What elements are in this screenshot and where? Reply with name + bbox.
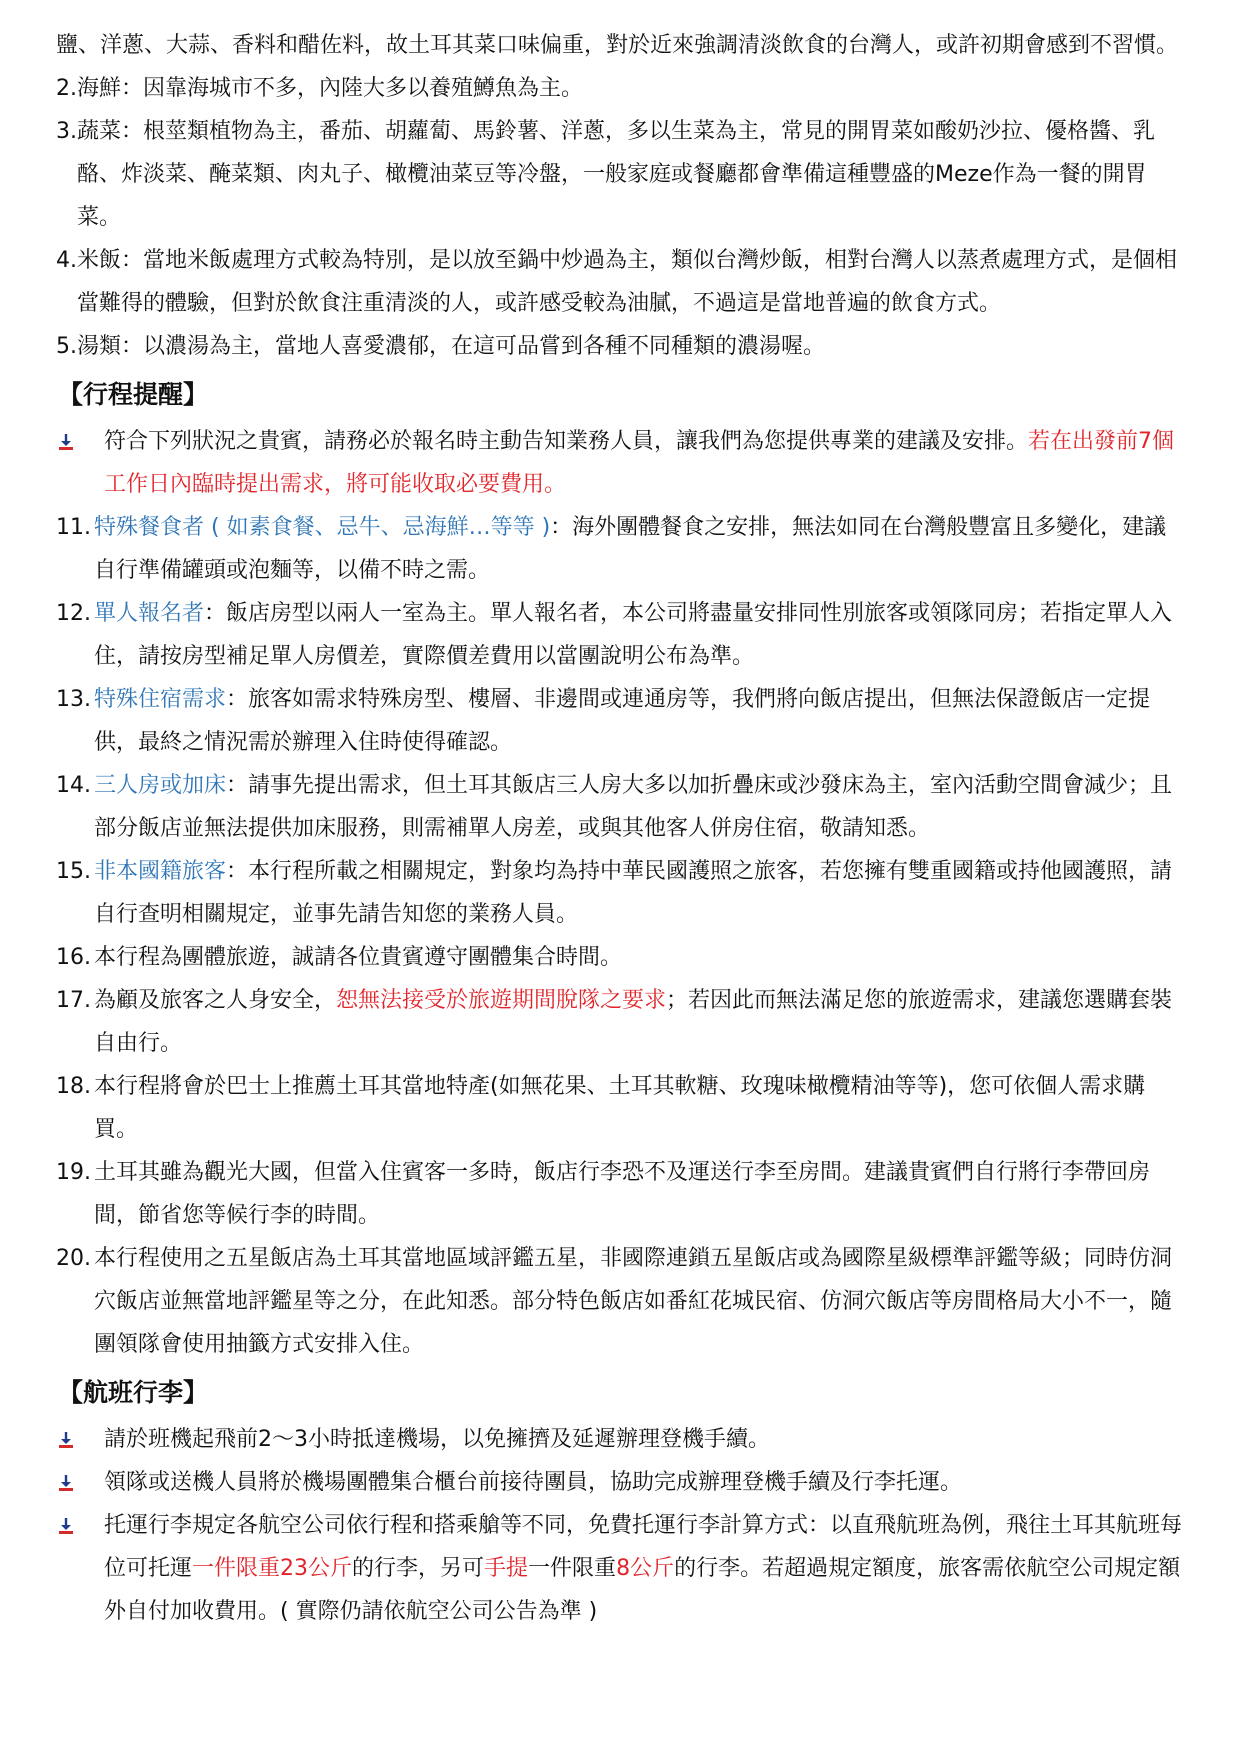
item-text: 本行程使用之五星飯店為土耳其當地區域評鑑五星，非國際連鎖五星飯店或為國際星級標準評鑑等級；同時仿洞穴飯店並無當地評鑑星等之分，在此知悉。部分特色飯店如番紅花城民宿、仿洞穴飯店等房間格局大小不一，隨團領隊會使用抽籤方式安排入住。 [94,1246,1173,1357]
item-label: 特殊餐食者 ( 如素食餐、忌牛、忌海鮮…等等 ) [94,515,551,540]
bullet-text: 請於班機起飛前2～3小時抵達機場，以免擁擠及延遲辦理登機手續。 [104,1427,770,1452]
reminder-item: 13. 特殊住宿需求：旅客如需求特殊房型、樓層、非邊間或連通房等，我們將向飯店提出，但無法保證飯店一定提供，最終之情況需於辦理入住時使得確認。 [56,678,1186,764]
point-text: 米飯：當地米飯處理方式較為特別，是以放至鍋中炒過為主，類似台灣炒飯，相對台灣人以蒸煮處理方式，是個相當難得的體驗，但對於飲食注重清淡的人，或許感受較為油膩，不過這是當地普遍的飲食方式。 [77,248,1178,316]
item-label: 非本國籍旅客 [94,859,227,884]
arrow-bullet-icon [56,1504,104,1633]
reminder-item [56,936,1186,979]
checked-baggage-limit: 一件限重23公斤 [192,1556,353,1581]
food-point [56,67,1186,110]
reminder-item [56,1151,1186,1237]
baggage-rule-text: 托運行李規定各航空公司依行程和搭乘艙等不同，免費托運行李計算方式：以直飛航班為例，飛往土耳其航班每位可托運一件限重23公斤的行李，另可手提一件限重8公斤的行李。若超過規定額度，旅客需依航空公司規定額外自付加收費用。( 實際仍請依航空公司公告為準 ) [104,1513,1183,1624]
carry-on-label: 手提 [484,1556,529,1581]
item-number: 20. [56,1246,91,1271]
reminder-item: 11. 特殊餐食者 ( 如素食餐、忌牛、忌海鮮…等等 )：海外團體餐食之安排，無法如同在台灣般豐富且多變化，建議自行準備罐頭或泡麵等，以備不時之需。 [56,506,1186,592]
item-text: 本行程為團體旅遊，誠請各位貴賓遵守團體集合時間。 [94,945,623,970]
point-text: 蔬菜：根莖類植物為主，番茄、胡蘿蔔、馬鈴薯、洋蔥，多以生菜為主，常見的開胃菜如酸奶沙拉、優格醬、乳酪、炸淡菜、醃菜類、肉丸子、橄欖油菜豆等冷盤，一般家庭或餐廳都會準備這種豐盛的Meze作為一餐的開胃菜。 [77,119,1156,230]
bullet-item [56,1418,1186,1461]
item-number: 16. [56,945,91,970]
item-number: 13. [56,687,91,712]
item-number: 19. [56,1160,91,1185]
bullet-item [56,1461,1186,1504]
food-point [56,110,1186,239]
carry-on-limit: 8公斤 [616,1556,675,1581]
point-number: 4. [56,248,77,273]
food-point [56,325,1186,368]
point-number: 3. [56,119,77,144]
reminder-item: 15. 非本國籍旅客：本行程所載之相關規定，對象均為持中華民國護照之旅客，若您擁有雙重國籍或持他國護照，請自行查明相關規定，並事先請告知您的業務人員。 [56,850,1186,936]
reminder-item [56,1065,1186,1151]
no-leave-warning: 恕無法接受於旅遊期間脫隊之要求 [336,988,667,1013]
item-label: 三人房或加床 [94,773,227,798]
point-text: 湯類：以濃湯為主，當地人喜愛濃郁，在這可品嘗到各種不同種類的濃湯喔。 [77,334,826,359]
item-text: 本行程將會於巴士上推薦土耳其當地特產(如無花果、土耳其軟糖、玫瑰味橄欖精油等等)，您可依個人需求購買。 [94,1074,1146,1142]
bullet-text: 符合下列狀況之貴賓，請務必於報名時主動告知業務人員，讓我們為您提供專業的建議及安排。若在出發前7個工作日內臨時提出需求，將可能收取必要費用。 [104,429,1175,497]
section-heading-flight: 【航班行李】 [58,1378,209,1407]
reminder-item: 12. 單人報名者：飯店房型以兩人一室為主。單人報名者，本公司將盡量安排同性別旅客或領隊同房；若指定單人入住，請按房型補足單人房價差，實際價差費用以當團說明公布為準。 [56,592,1186,678]
point-number: 2. [56,76,77,101]
arrow-bullet-icon [56,420,104,506]
arrow-bullet-icon [56,1461,104,1504]
arrow-bullet-icon [56,1418,104,1461]
item-number: 12. [56,601,91,626]
item-text: 土耳其雖為觀光大國，但當入住賓客一多時，飯店行李恐不及運送行李至房間。建議貴賓們自行將行李帶回房間，節省您等候行李的時間。 [94,1160,1151,1228]
item-label: 單人報名者 [94,601,205,626]
point-text: 海鮮：因靠海城市不多，內陸大多以養殖鱒魚為主。 [77,76,584,101]
bullet-item [56,1504,1186,1633]
reminder-item: 14. 三人房或加床：請事先提出需求，但土耳其飯店三人房大多以加折疊床或沙發床為主，室內活動空間會減少；且部分飯店並無法提供加床服務，則需補單人房差，或與其他客人併房住宿，敬請知悉。 [56,764,1186,850]
reminder-item: 17. 為顧及旅客之人身安全，恕無法接受於旅遊期間脫隊之要求；若因此而無法滿足您的旅遊需求，建議您選購套裝自由行。 [56,979,1186,1065]
food-point [56,239,1186,325]
bullet-item [56,420,1186,506]
item-number: 17. [56,988,91,1013]
item-number: 14. [56,773,91,798]
fee-warning: 若在出發前7個工作日內臨時提出需求，將可能收取必要費用。 [104,429,1175,497]
reminder-item [56,1237,1186,1366]
section-heading-reminder: 【行程提醒】 [58,380,209,409]
point-number: 5. [56,334,77,359]
item-label: 特殊住宿需求 [94,687,227,712]
item-number: 11. [56,515,91,540]
item-number: 15. [56,859,91,884]
document-page [56,24,1186,1633]
bullet-text: 領隊或送機人員將於機場團體集合櫃台前接待團員，協助完成辦理登機手續及行李托運。 [104,1470,963,1495]
intro-paragraph: 鹽、洋蔥、大蒜、香料和醋佐料，故土耳其菜口味偏重，對於近來強調清淡飲食的台灣人，或許初期會感到不習慣。 [56,33,1179,58]
item-number: 18. [56,1074,91,1099]
